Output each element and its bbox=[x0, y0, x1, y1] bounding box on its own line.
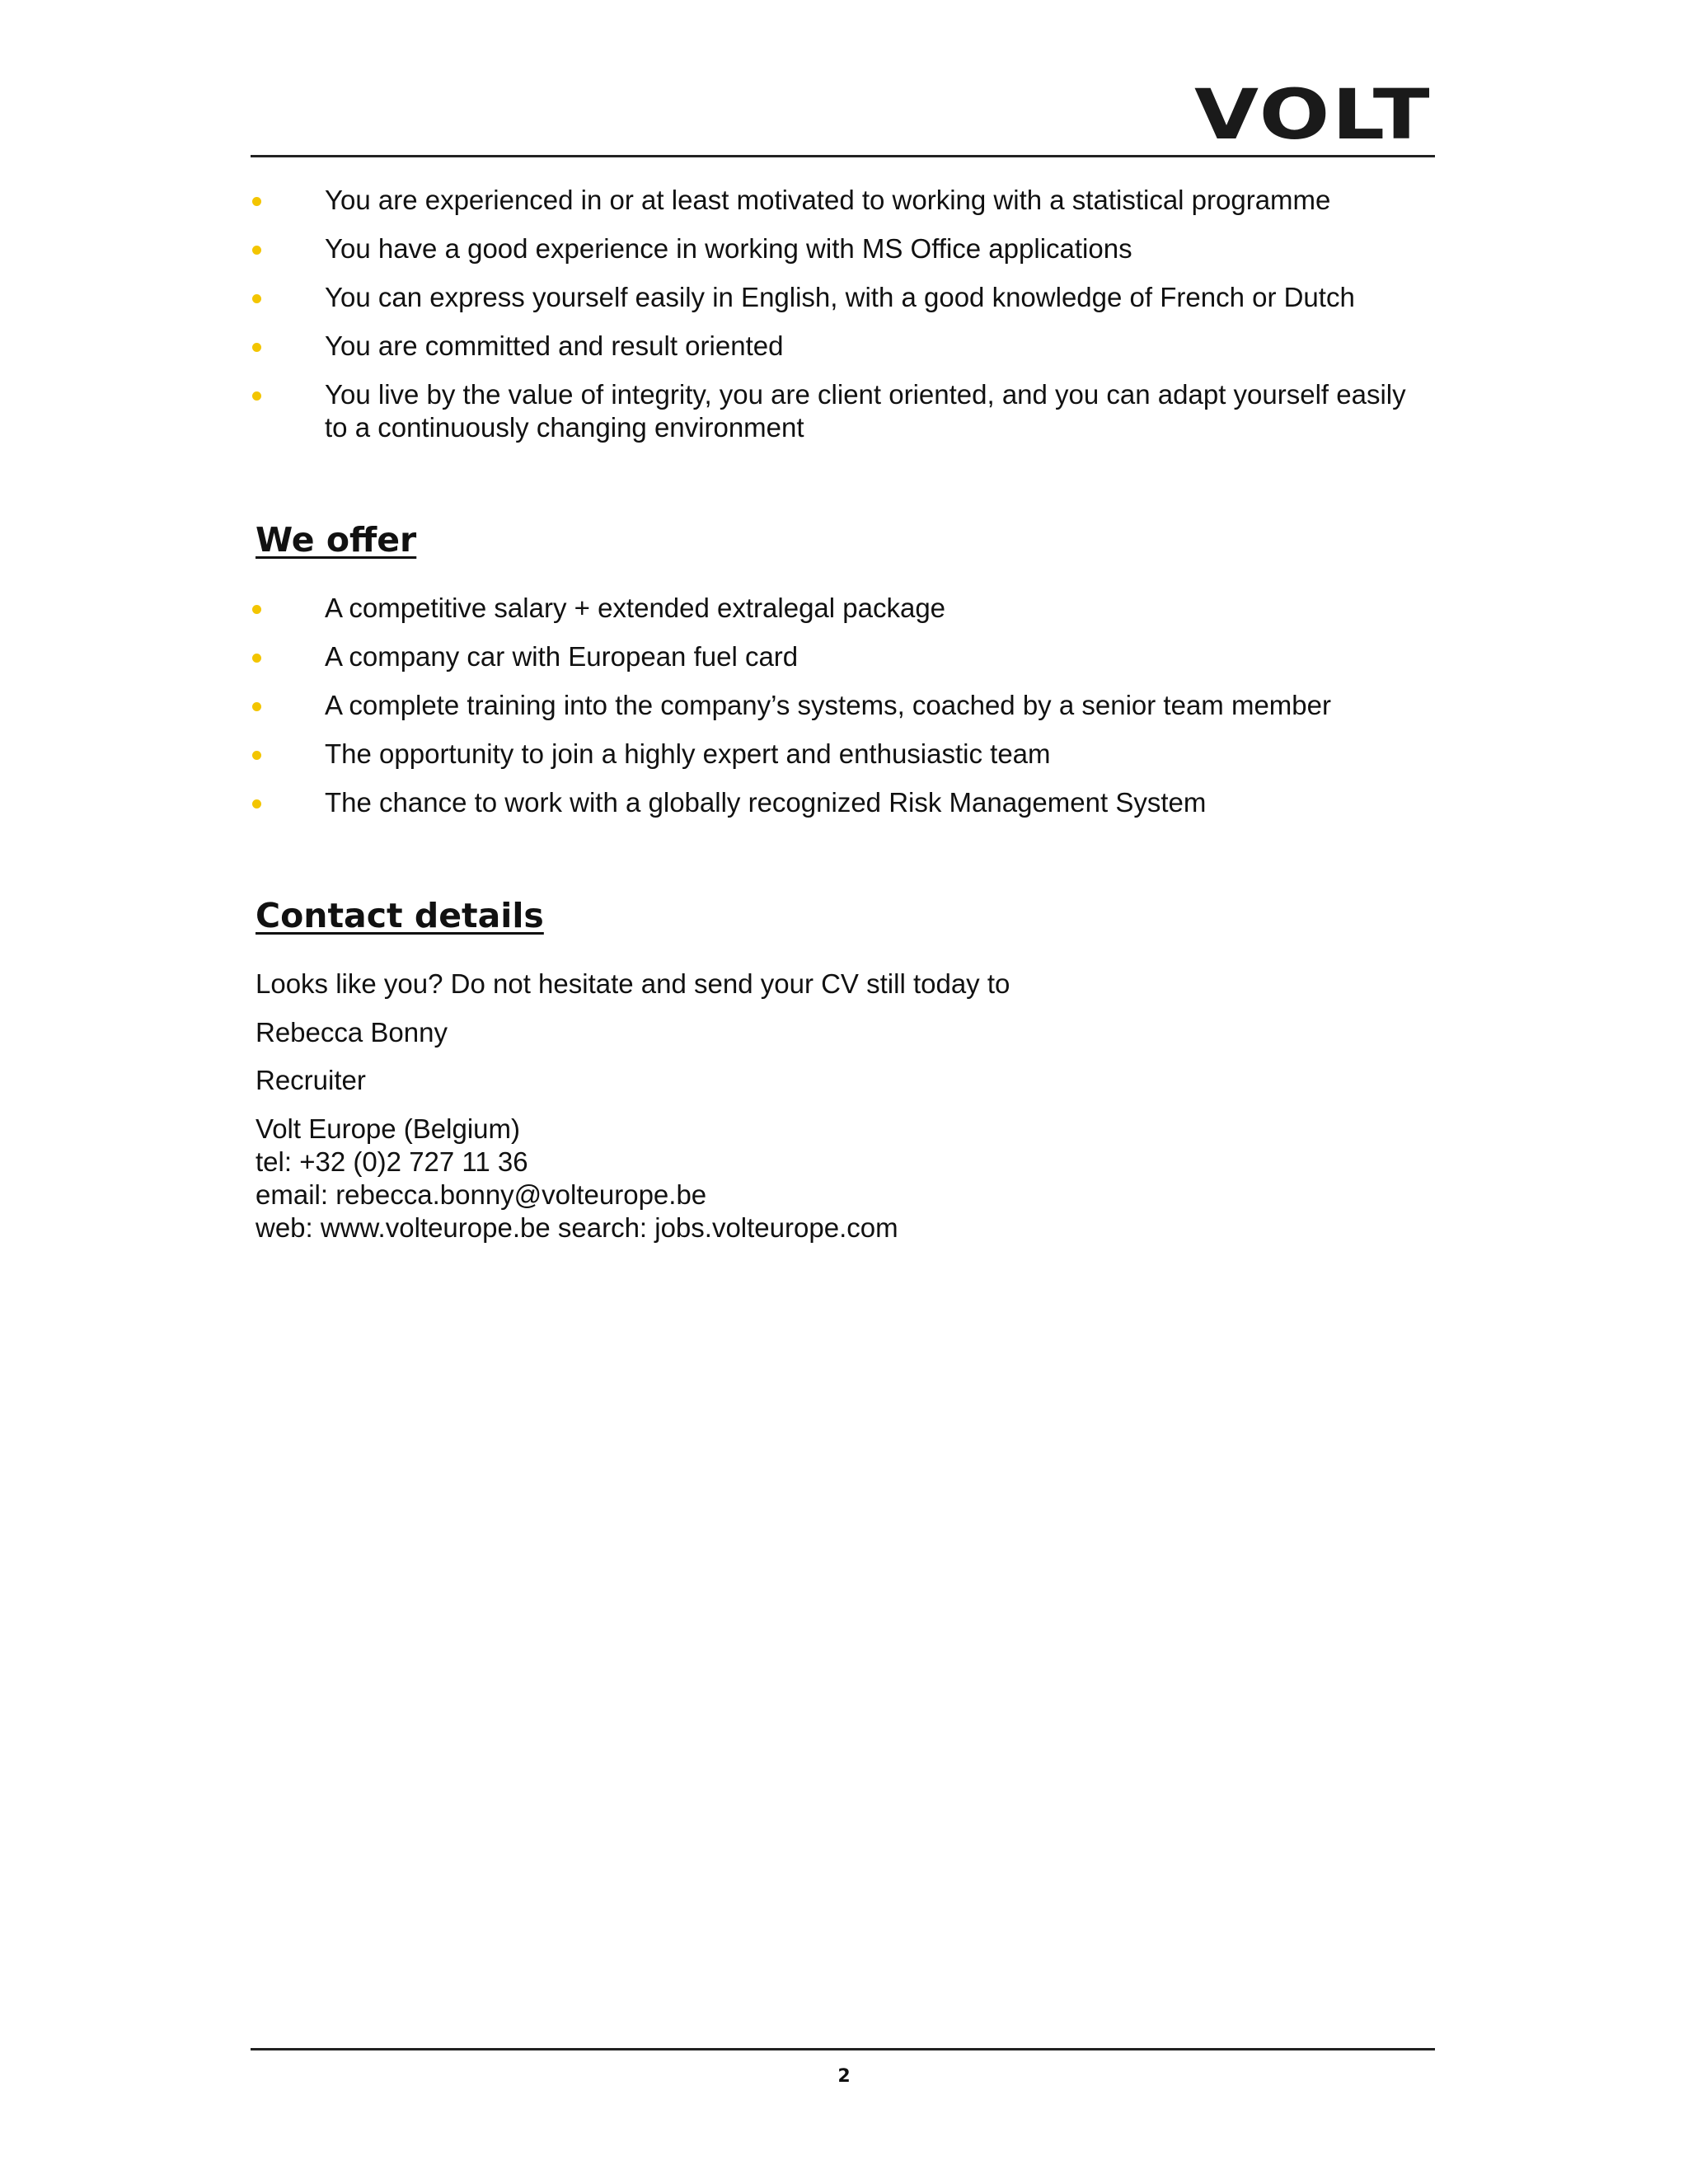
list-item bbox=[252, 786, 1431, 819]
list-item-text: You are committed and result oriented bbox=[325, 330, 784, 361]
list-item-text: The opportunity to join a highly expert and enthusiastic team bbox=[325, 738, 1051, 769]
bullet-icon bbox=[252, 294, 261, 303]
requirements-list bbox=[252, 184, 1431, 460]
contact-web: web: www.volteurope.be search: jobs.volteurope.com bbox=[256, 1212, 898, 1243]
list-item bbox=[252, 281, 1431, 314]
contact-role: Recruiter bbox=[256, 1065, 366, 1095]
list-item-text: The chance to work with a globally recognized Risk Management System bbox=[325, 787, 1207, 818]
list-item bbox=[252, 184, 1431, 217]
list-item bbox=[252, 640, 1431, 673]
bullet-icon bbox=[252, 197, 261, 206]
list-item-text: A company car with European fuel card bbox=[325, 641, 799, 672]
list-item bbox=[252, 232, 1431, 265]
contact-name: Rebecca Bonny bbox=[256, 1017, 448, 1047]
list-item bbox=[252, 330, 1431, 363]
list-item-text: You are experienced in or at least motivated to working with a statistical programme bbox=[325, 185, 1331, 215]
bullet-icon bbox=[252, 654, 261, 663]
contact-intro: Looks like you? Do not hesitate and send your CV still today to bbox=[256, 968, 1010, 999]
bullet-icon bbox=[252, 799, 261, 808]
footer-rule bbox=[251, 2048, 1435, 2050]
bullet-icon bbox=[252, 605, 261, 614]
bullet-icon bbox=[252, 391, 261, 401]
bullet-icon bbox=[252, 751, 261, 760]
section-heading-contact: Contact details bbox=[256, 896, 544, 935]
offer-list bbox=[252, 592, 1431, 835]
logo-text: VOLT bbox=[1194, 81, 1432, 147]
page-number: 2 bbox=[837, 2066, 851, 2087]
contact-email: email: rebecca.bonny@volteurope.be bbox=[256, 1179, 707, 1210]
volt-logo bbox=[1194, 81, 1433, 147]
section-heading-offer: We offer bbox=[256, 520, 417, 560]
contact-phone: tel: +32 (0)2 727 11 36 bbox=[256, 1146, 528, 1177]
list-item-text: You live by the value of integrity, you are client oriented, and you can adapt yourself easily to a continuously changing environment bbox=[325, 379, 1406, 443]
bullet-icon bbox=[252, 343, 261, 352]
list-item bbox=[252, 378, 1431, 444]
list-item-text: You have a good experience in working with MS Office applications bbox=[325, 233, 1132, 264]
contact-company: Volt Europe (Belgium) bbox=[256, 1113, 520, 1144]
list-item bbox=[252, 738, 1431, 771]
list-item-text: A competitive salary + extended extralegal package bbox=[325, 593, 946, 623]
bullet-icon bbox=[252, 246, 261, 255]
header-rule bbox=[251, 155, 1435, 157]
list-item bbox=[252, 689, 1431, 722]
bullet-icon bbox=[252, 702, 261, 711]
list-item bbox=[252, 592, 1431, 625]
list-item-text: A complete training into the company’s systems, coached by a senior team member bbox=[325, 690, 1331, 720]
list-item-text: You can express yourself easily in English, with a good knowledge of French or Dutch bbox=[325, 282, 1355, 312]
